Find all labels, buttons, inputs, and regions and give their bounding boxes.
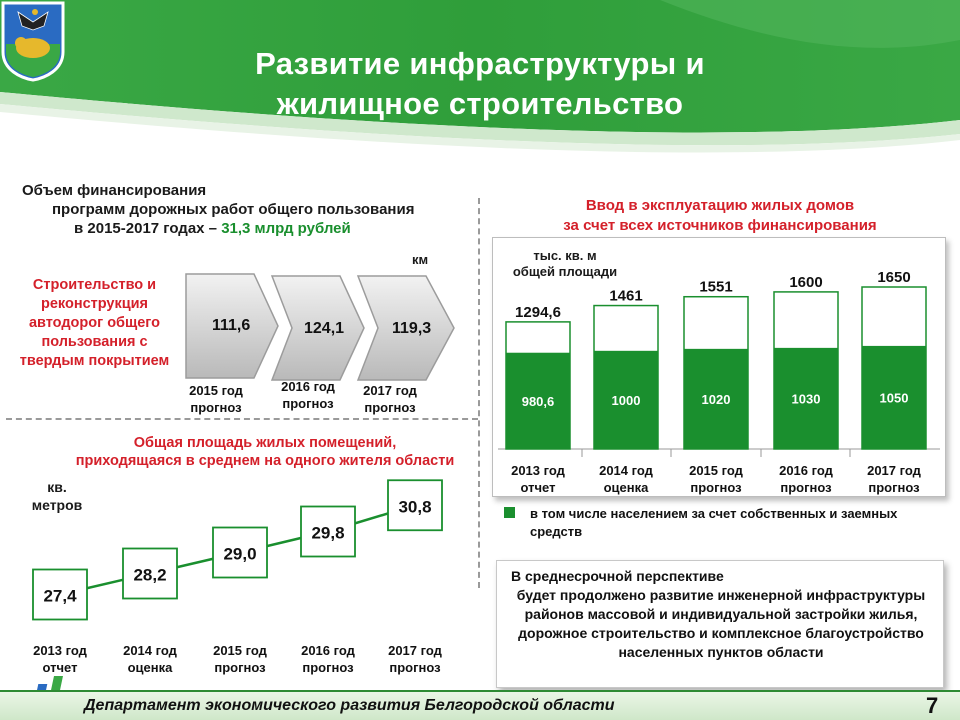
housing-unit-line-1: тыс. кв. м bbox=[533, 248, 597, 263]
housing-x-label-status: прогноз bbox=[868, 480, 920, 495]
area-chart-title-line-1: Общая площадь жилых помещений, bbox=[133, 435, 397, 451]
housing-x-label bbox=[676, 462, 756, 496]
area-x-label bbox=[375, 642, 455, 676]
area-unit-line-1: кв. bbox=[47, 479, 67, 495]
roads-label-2016-year: 2016 год bbox=[281, 379, 335, 394]
area-x-label-status: прогноз bbox=[389, 660, 441, 675]
housing-x-label-status: прогноз bbox=[780, 480, 832, 495]
housing-total-label: 1600 bbox=[789, 273, 823, 291]
roads-value-2016: 124,1 bbox=[304, 320, 345, 337]
housing-unit-line-2: общей площади bbox=[512, 264, 618, 279]
housing-x-label-year: 2013 год bbox=[511, 463, 565, 478]
roads-label-2016 bbox=[268, 378, 348, 412]
area-x-label-status: отчет bbox=[42, 660, 78, 675]
area-point-label: 30,8 bbox=[398, 497, 432, 517]
area-x-label-year: 2014 год bbox=[123, 643, 177, 658]
outlook-box bbox=[496, 560, 944, 688]
roads-value-2017: 119,3 bbox=[392, 320, 432, 337]
area-x-label bbox=[288, 642, 368, 676]
housing-x-label bbox=[498, 462, 578, 496]
roads-side-label: Строительство и реконструкция автодорог общего пользования с твердым покрытием bbox=[19, 277, 170, 369]
outlook-text-line-1: В среднесрочной перспективе bbox=[511, 568, 724, 584]
roads-label-2017-status: прогноз bbox=[364, 400, 416, 415]
area-x-label-year: 2017 год bbox=[388, 643, 442, 658]
page-title-line-2: жилищное строительство bbox=[276, 86, 684, 121]
housing-own-funds-label: 1000 bbox=[611, 392, 641, 408]
roads-funding-period: в 2015-2017 годах – bbox=[74, 220, 222, 237]
housing-total-label: 1461 bbox=[609, 287, 643, 305]
area-x-label-year: 2015 год bbox=[213, 643, 267, 658]
area-point-label: 29,0 bbox=[223, 544, 257, 564]
area-chart-title bbox=[60, 434, 470, 470]
roads-funding-title-line-1: Объем финансирования bbox=[22, 182, 207, 199]
area-x-label-status: прогноз bbox=[302, 660, 354, 675]
area-x-label-status: оценка bbox=[127, 660, 173, 675]
legend-text: в том числе населением за счет собственных и заемных средств bbox=[530, 506, 898, 539]
housing-total-label: 1294,6 bbox=[515, 303, 561, 321]
area-chart-title-line-2: приходящаяся в среднем на одного жителя области bbox=[75, 453, 455, 469]
header-banner bbox=[0, 0, 960, 180]
area-x-label bbox=[200, 642, 280, 676]
page-title-line-1: Развитие инфраструктуры и bbox=[255, 46, 705, 81]
area-unit-line-2: метров bbox=[31, 497, 83, 513]
roads-unit-label: км bbox=[412, 252, 429, 267]
housing-x-label-year: 2017 год bbox=[867, 463, 921, 478]
area-point-label: 27,4 bbox=[43, 586, 77, 606]
housing-total-label: 1551 bbox=[699, 278, 733, 296]
housing-own-funds-label: 1030 bbox=[791, 391, 821, 407]
roads-funding-title bbox=[22, 181, 462, 238]
page-number: 7 bbox=[926, 693, 939, 718]
roads-label-2015 bbox=[176, 382, 256, 416]
coat-of-arms-icon bbox=[0, 0, 66, 82]
housing-x-label-status: отчет bbox=[520, 480, 556, 495]
area-point-label: 28,2 bbox=[133, 565, 167, 585]
housing-chart-title-line-1: Ввод в эксплуатацию жилых домов bbox=[585, 197, 855, 214]
housing-x-label-year: 2015 год bbox=[689, 463, 743, 478]
housing-x-label-status: оценка bbox=[603, 480, 649, 495]
housing-x-label bbox=[854, 462, 934, 496]
footer bbox=[0, 690, 960, 720]
roads-funding-title-line-2: программ дорожных работ общего пользования bbox=[52, 201, 415, 218]
housing-own-funds-label: 980,6 bbox=[521, 393, 555, 409]
legend-swatch bbox=[504, 507, 515, 518]
roads-funding-total: 31,3 млрд рублей bbox=[221, 220, 351, 237]
housing-total-label: 1650 bbox=[877, 269, 911, 286]
housing-x-label bbox=[766, 462, 846, 496]
roads-label-2017 bbox=[350, 382, 430, 416]
area-line-chart bbox=[0, 470, 478, 640]
horizontal-divider bbox=[6, 418, 478, 420]
housing-chart-title-line-2: за счет всех источников финансирования bbox=[563, 217, 877, 234]
roads-value-2015: 111,6 bbox=[212, 317, 251, 334]
housing-x-label-status: прогноз bbox=[690, 480, 742, 495]
housing-chart-title bbox=[500, 196, 940, 236]
housing-own-funds-label: 1050 bbox=[879, 390, 909, 406]
roads-label-2015-year: 2015 год bbox=[189, 383, 243, 398]
roads-funding-title-line-3 bbox=[22, 219, 462, 238]
footer-department: Департамент экономического развития Белгородской области bbox=[84, 697, 615, 714]
roads-label-2016-status: прогноз bbox=[282, 396, 334, 411]
area-x-label bbox=[20, 642, 100, 676]
vertical-divider bbox=[478, 198, 480, 588]
housing-bar-chart bbox=[492, 237, 946, 497]
area-x-label-year: 2016 год bbox=[301, 643, 355, 658]
roads-label-2015-status: прогноз bbox=[190, 400, 242, 415]
page-title bbox=[160, 44, 800, 124]
outlook-text-line-2: будет продолжено развитие инженерной инфраструктуры районов массовой и индивидуальной застройки жилья, дорожное строительство и комплексное благоустройство населенных пунктов области bbox=[516, 587, 926, 660]
area-x-label-status: прогноз bbox=[214, 660, 266, 675]
housing-x-label bbox=[586, 462, 666, 496]
area-point-label: 29,8 bbox=[311, 523, 345, 543]
housing-own-funds-label: 1020 bbox=[701, 391, 731, 407]
outlook-text bbox=[503, 567, 939, 662]
area-x-label-year: 2013 год bbox=[33, 643, 87, 658]
housing-x-label-year: 2014 год bbox=[599, 463, 653, 478]
roads-label-2017-year: 2017 год bbox=[363, 383, 417, 398]
area-x-label bbox=[110, 642, 190, 676]
housing-x-label-year: 2016 год bbox=[779, 463, 833, 478]
